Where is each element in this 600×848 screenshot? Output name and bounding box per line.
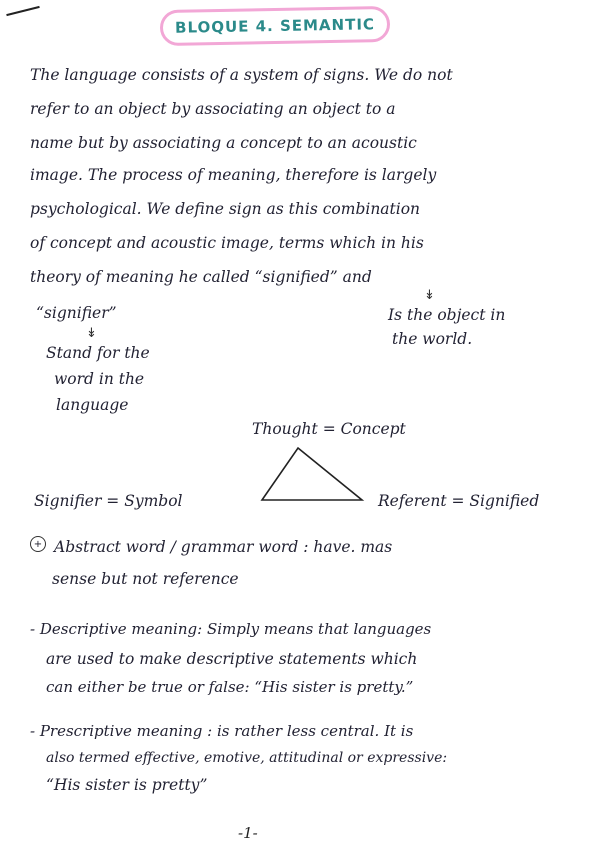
plus-bullet-icon: + [30,536,46,552]
paragraph-line-4: image. The process of meaning, therefore is largely [30,166,437,184]
triangle-right-label: Referent = Signified [378,492,540,510]
prescriptive-line-2: also termed effective, emotive, attitudinal or expressive: [46,750,448,766]
corner-pen-stroke [6,6,39,16]
signifier-explanation-3: language [56,396,129,414]
abstract-note-line-2: sense but not reference [52,570,239,588]
signified-arrow: ↡ [424,288,435,303]
triangle-shape [258,444,368,504]
page-title: BLOQUE 4. SEMANTIC [174,15,376,37]
signified-explanation-1: Is the object in [388,306,506,324]
signifier-term: “signifier” [36,304,117,322]
signified-explanation-2: the world. [392,330,473,348]
descriptive-line-1: - Descriptive meaning: Simply means that languages [30,620,432,638]
paragraph-line-2: refer to an object by associating an object to a [30,100,396,118]
paragraph-line-3: name but by associating a concept to an acoustic [30,134,417,152]
paragraph-line-7: theory of meaning he called “signified” and [30,268,372,286]
signifier-arrow: ↡ [86,326,97,341]
paragraph-line-6: of concept and acoustic image, terms which in his [30,234,424,252]
paragraph-line-5: psychological. We define sign as this combination [30,200,421,218]
signifier-explanation-1: Stand for the [46,344,150,362]
signifier-explanation-2: word in the [54,370,145,388]
descriptive-line-3: can either be true or false: “His sister is pretty.” [46,678,414,696]
abstract-note-line-1: Abstract word / grammar word : have. mas [54,538,393,556]
triangle-left-label: Signifier = Symbol [34,492,183,510]
title-box [160,6,391,46]
prescriptive-line-3: “His sister is pretty” [46,776,208,794]
descriptive-line-2: are used to make descriptive statements which [46,650,418,668]
prescriptive-line-1: - Prescriptive meaning : is rather less central. It is [30,722,414,740]
semiotic-triangle [258,444,368,504]
triangle-top-label: Thought = Concept [252,420,406,438]
paragraph-line-1: The language consists of a system of signs. We do not [30,66,453,84]
page-number: -1- [238,824,258,842]
